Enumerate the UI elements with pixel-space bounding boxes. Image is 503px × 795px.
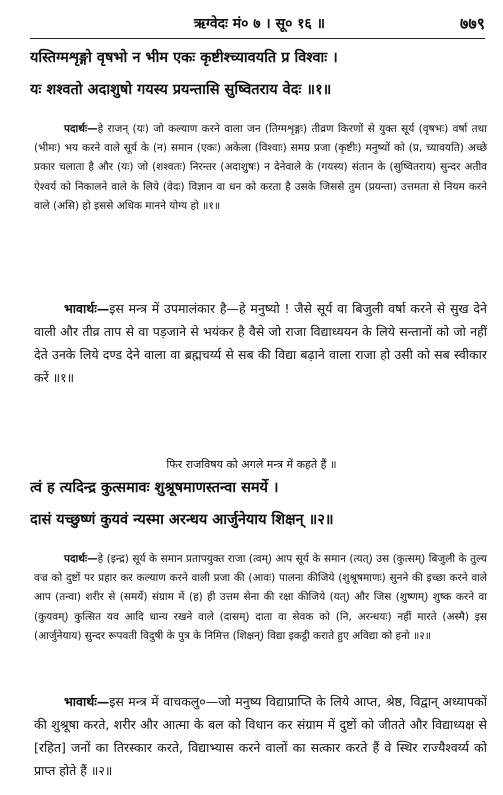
padarth-2-text: हे (इन्द्र) सूर्य के समान प्रतापयुक्त राजा (त्वम्) आप सूर्य के समान (त्यत्) उस (कुत्सम्) बिजुली के तुल्य वज्र को दुष्टों पर प्रहार कर कल्याण करने वाली प्रजा की (आवः) पालना कीजिये (शुश्रूषमाणः) सुनने की इच्छा करने वाले आप (तन्वा) शरीर से (समर्ये) संग्राम में (ह) ही उत्तम सेना की रक्षा कीजिये (यत्) और जिस (शुष्णम्) शुष्क करने वा (कुयवम्) कुत्सित यव आदि धान्य रखने वाले (दासम्) दाता वा सेवक को (नि, अरन्धयः) नहीं मारते (अस्मै) इस (आर्जुनेयाय) सुन्दर रूपवती विदुषी के पुत्र के निमित्त (शिक्षन्) विद्या इकट्ठी कराते हुए अविद्या को हनो ॥२॥ <box>34 553 487 642</box>
bhavarth-1-label: भावार्थः— <box>64 301 110 316</box>
mantra-1-line-1: यस्तिग्मशृङ्गो वृषभो न भीम एकः कृष्टीश्च्यावयति प्र विश्वाः । <box>30 50 338 66</box>
padarth-2 <box>34 550 487 646</box>
bhavarth-1 <box>34 297 487 389</box>
page-number: ७७९ <box>460 14 485 33</box>
mantra-1-line-2: यः शश्वतो अदाशुषो गयस्य प्रयन्तासि सुष्वितराय वेदः ॥१॥ <box>30 82 332 98</box>
padarth-1-text: हे राजन् (यः) जो कल्याण करने वाला जन (तिग्मशृङ्गः) तीव्रण किरणों से युक्त सूर्य (वृषभः) वर्षा तथा (भीमः) भय करने वाले सूर्य के (न) समान (एकः) अकेला (विश्वाः) समग्र प्रजा (कृष्टीः) मनुष्यों को (प्र, च्यावयति) अच्छे प्रकार चलाता है और (यः) जो (शश्वतः) निरन्तर (अदाशुषः) न देनेवाले के (गयस्य) संतान के (सुष्वितराय) सुन्दर अतीव ऐश्वर्य को निकालने वाले के लिये (वेदः) विज्ञान वा धन को करता है उसके जिससे तुम (प्रयन्ता) उत्तमता से नियम करने वाले (असि) हो इससे अधिक मानने योग्य हो ॥१॥ <box>34 123 487 212</box>
mantra-2-line-2: दासं यच्छुष्णं कुयवं न्यस्मा अरन्धय आर्जुनेयाय शिक्षन् ॥२॥ <box>30 512 334 528</box>
page-header <box>30 12 489 34</box>
bhavarth-1-text: इस मन्त्र में उपमालंकार है—हे मनुष्यो ! जैसे सूर्य वा बिजुली वर्षा करने से सुख देने वाली और तीव्र ताप से वा पड़जाने से भयंकर है वैसे जो राजा विद्याध्ययन के लिये सन्तानों को जो नहीं देते उनके लिये दण्ड देने वाला वा ब्रह्मचर्य्य से सब की विद्या बढ़ाने वाला राजा हो उसी को सब स्वीकार करें ॥१॥ <box>34 301 487 385</box>
header-rule <box>30 38 485 39</box>
padarth-1 <box>34 120 487 216</box>
running-head: ऋग्वेदः मं० ७ । सू० १६ ॥ <box>193 16 326 32</box>
bhavarth-2-text: इस मन्त्र में वाचकलु०—जो मनुष्य विद्याप्राप्ति के लिये आप्त, श्रेष्ठ, विद्वान् अध्यापकों की शुश्रूषा करते, शरीर और आत्मा के बल को विधान कर संग्राम में दुष्टों को जीतते और विद्याध्यक्ष से [रहित] जनों का तिरस्कार करते, विद्याभ्यास करने वालों का सत्कार करते हैं वे स्थिर राज्यैश्वर्य्य को प्राप्त होते हैं ॥२॥ <box>34 694 487 778</box>
mantra-2-line-1: त्वं ह त्यदिन्द्र कुत्समावः शुश्रूषमाणस्तन्वा समर्ये । <box>30 480 279 496</box>
mantra-2-intro: फिर राजविषय को अगले मन्त्र में कहते हैं ॥ <box>166 458 337 471</box>
bhavarth-2 <box>34 690 487 782</box>
padarth-1-label: पदार्थः— <box>64 123 98 135</box>
padarth-2-label: पदार्थः— <box>64 553 98 565</box>
bhavarth-2-label: भावार्थः— <box>64 694 110 709</box>
